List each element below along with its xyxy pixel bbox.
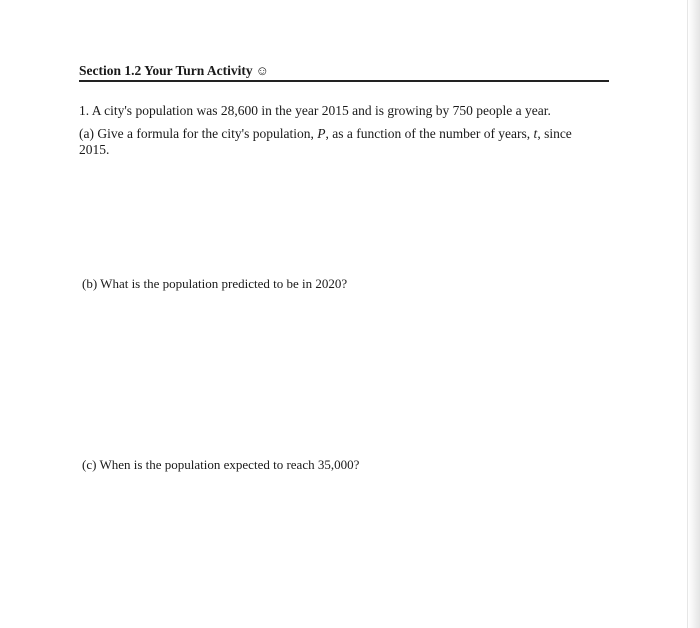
part-a-continuation: 2015. (79, 142, 110, 157)
page-edge-shadow (688, 0, 700, 628)
problem-intro: 1. A city's population was 28,600 in the year 2015 and is growing by 750 people a year. (79, 103, 551, 118)
part-c-question: (c) When is the population expected to reach 35,000? (82, 457, 360, 472)
part-a-text-start: (a) Give a formula for the city's population, (79, 126, 318, 141)
part-a-text-end: , since (537, 126, 572, 141)
part-b-question: (b) What is the population predicted to be in 2020? (82, 276, 348, 291)
section-title: Section 1.2 Your Turn Activity (79, 63, 253, 78)
section-header (79, 62, 609, 82)
part-a-question (79, 126, 572, 142)
variable-t: t (533, 126, 538, 141)
part-a-text-middle: , as a function of the number of years, (325, 126, 534, 141)
smiley-icon: ☺ (255, 63, 269, 78)
variable-p: P (317, 126, 326, 141)
